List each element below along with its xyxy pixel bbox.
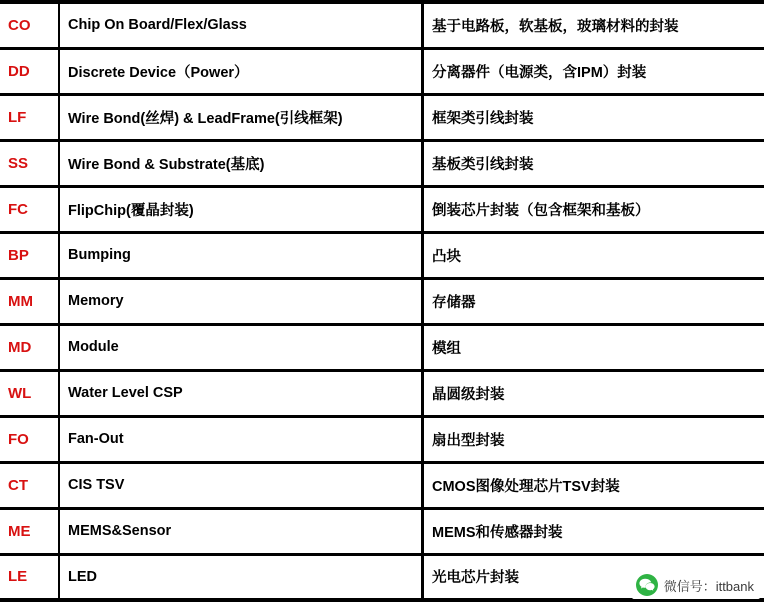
table-row	[0, 324, 764, 370]
table-row	[0, 278, 764, 324]
package-name: MEMS&Sensor	[59, 508, 423, 554]
package-name: Module	[59, 324, 423, 370]
package-name: LED	[59, 554, 423, 600]
package-name: Wire Bond & Substrate(基底)	[59, 140, 423, 186]
package-code: FC	[0, 186, 59, 232]
package-code: ME	[0, 508, 59, 554]
package-description: 倒装芯片封装（包含框架和基板）	[423, 186, 765, 232]
package-code: FO	[0, 416, 59, 462]
package-description: MEMS和传感器封装	[423, 508, 765, 554]
package-code: BP	[0, 232, 59, 278]
package-code: SS	[0, 140, 59, 186]
package-code: LF	[0, 94, 59, 140]
package-name: Chip On Board/Flex/Glass	[59, 2, 423, 48]
package-name: Discrete Device（Power）	[59, 48, 423, 94]
package-description: 晶圆级封装	[423, 370, 765, 416]
package-code: CO	[0, 2, 59, 48]
table-row	[0, 370, 764, 416]
table-row	[0, 94, 764, 140]
package-description: 基于电路板，软基板，玻璃材料的封装	[423, 2, 765, 48]
watermark-text: 微信号：ittbank	[663, 578, 754, 594]
package-code: DD	[0, 48, 59, 94]
package-description: 基板类引线封装	[423, 140, 765, 186]
package-code: CT	[0, 462, 59, 508]
table-row	[0, 140, 764, 186]
package-code: MM	[0, 278, 59, 324]
table-row	[0, 186, 764, 232]
package-code: MD	[0, 324, 59, 370]
package-description: 模组	[423, 324, 765, 370]
table-row	[0, 508, 764, 554]
package-description: 凸块	[423, 232, 765, 278]
package-name: Water Level CSP	[59, 370, 423, 416]
table-row	[0, 2, 764, 48]
package-name: Wire Bond(丝焊) & LeadFrame(引线框架)	[59, 94, 423, 140]
package-name: Memory	[59, 278, 423, 324]
package-code: LE	[0, 554, 59, 600]
package-description: 光电芯片封装	[423, 554, 765, 600]
watermark	[632, 571, 760, 599]
table-row	[0, 48, 764, 94]
package-description: 扇出型封装	[423, 416, 765, 462]
package-name: FlipChip(覆晶封装)	[59, 186, 423, 232]
package-description: 分离器件（电源类，含IPM）封装	[423, 48, 765, 94]
package-code: WL	[0, 370, 59, 416]
wechat-icon	[636, 574, 658, 596]
table-body	[0, 2, 764, 600]
package-name: Fan-Out	[59, 416, 423, 462]
package-description: CMOS图像处理芯片TSV封装	[423, 462, 765, 508]
table-row	[0, 416, 764, 462]
package-description: 存储器	[423, 278, 765, 324]
package-name: Bumping	[59, 232, 423, 278]
package-name: CIS TSV	[59, 462, 423, 508]
table-row	[0, 232, 764, 278]
package-description: 框架类引线封装	[423, 94, 765, 140]
table-row	[0, 462, 764, 508]
